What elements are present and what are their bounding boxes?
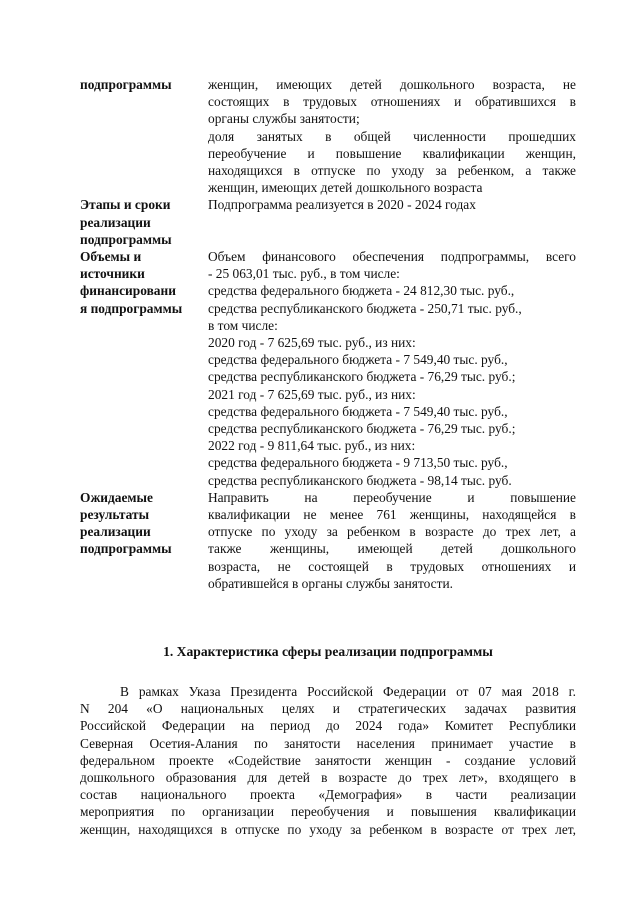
content-line: обратившейся в органы службы занятости.: [208, 575, 453, 591]
subprogram-passport-table: [80, 76, 576, 592]
content-line: средства федерального бюджета - 7 549,40 тыс. руб.,: [208, 403, 508, 419]
content-line: женщин, имеющих детей дошкольного возраста: [208, 180, 483, 196]
content-line: средства федерального бюджета - 7 549,40 тыс. руб.,: [208, 352, 508, 368]
label-line: подпрограммы: [80, 541, 172, 557]
passport-content: [208, 248, 576, 489]
passport-label: [80, 76, 208, 196]
passport-row-indicators: [80, 76, 576, 196]
content-line: квалификации не менее 761 женщины, находящейся в: [208, 507, 576, 523]
passport-content: [208, 489, 576, 592]
content-line: возраста, не состоящей в трудовых отношениях и: [208, 558, 576, 574]
body-paragraph: [80, 683, 576, 838]
content-line: переобучение и повышение квалификации женщин,: [208, 145, 576, 161]
content-line: в том числе:: [208, 317, 278, 333]
paragraph-line: N 204 «О национальных целях и стратегических задачах развития: [80, 701, 576, 717]
label-line: источники: [80, 266, 145, 282]
passport-label: [80, 248, 208, 489]
content-line: средства федерального бюджета - 24 812,30 тыс. руб.,: [208, 283, 515, 299]
label-line: результаты: [80, 507, 150, 523]
content-line: женщин, имеющих детей дошкольного возраста, не: [208, 77, 576, 92]
paragraph-line: федеральном проекте «Содействие занятости женщин - создание условий: [80, 752, 576, 768]
content-line: также женщины, имеющей детей дошкольного: [208, 541, 576, 557]
content-line: средства республиканского бюджета - 76,29 тыс. руб.;: [208, 369, 516, 385]
paragraph-line: мероприятия по организации переобучения и повышения квалификации: [80, 804, 576, 820]
paragraph-line: Российской Федерации на период до 2024 года» Комитет Республики: [80, 718, 576, 734]
content-line: 2021 год - 7 625,69 тыс. руб., из них:: [208, 386, 416, 402]
passport-content: [208, 196, 576, 248]
content-line: средства республиканского бюджета - 250,71 тыс. руб.,: [208, 300, 522, 316]
content-line: средства федерального бюджета - 9 713,50 тыс. руб.,: [208, 455, 508, 471]
label-line: Ожидаемые: [80, 489, 153, 505]
label-line: реализации: [80, 524, 151, 540]
content-line: состоящих в трудовых отношениях и обратившихся в: [208, 94, 576, 110]
passport-row-financing: [80, 248, 576, 489]
content-line: - 25 063,01 тыс. руб., в том числе:: [208, 266, 400, 282]
passport-label: [80, 489, 208, 592]
passport-row-stages: [80, 196, 576, 248]
paragraph-line: женщин, находящихся в отпуске по уходу за ребенком в возрасте от трех лет,: [80, 821, 576, 837]
content-line: средства республиканского бюджета - 98,14 тыс. руб.: [208, 472, 512, 488]
label-line: Этапы и сроки: [80, 197, 171, 213]
content-line: 2020 год - 7 625,69 тыс. руб., из них:: [208, 335, 416, 351]
paragraph-line: В рамках Указа Президента Российской Федерации от 07 мая 2018 г.: [120, 684, 576, 699]
label-line: реализации: [80, 214, 151, 230]
paragraph-line: Северная Осетия-Алания по занятости населения принимает участие в: [80, 735, 576, 751]
content-line: отпуске по уходу за ребенком в возрасте до трех лет, а: [208, 524, 576, 540]
label-line: подпрограммы: [80, 231, 172, 247]
section-heading: 1. Характеристика сферы реализации подпрограммы: [163, 644, 493, 659]
label-line: подпрограммы: [80, 77, 172, 92]
label-line: я подпрограммы: [80, 300, 183, 316]
content-line: доля занятых в общей численности прошедших: [208, 128, 576, 144]
label-line: финансировани: [80, 283, 176, 299]
content-line: Объем финансового обеспечения подпрограммы, всего: [208, 249, 576, 265]
passport-row-results: [80, 489, 576, 592]
passport-label: [80, 196, 208, 248]
paragraph-line: состав национального проекта «Демография» в части реализации: [80, 787, 576, 803]
content-line: Направить на переобучение и повышение: [208, 489, 576, 505]
content-line: Подпрограмма реализуется в 2020 - 2024 годах: [208, 197, 476, 213]
content-line: находящихся в отпуске по уходу за ребенком, а также: [208, 163, 576, 179]
passport-content: [208, 76, 576, 196]
paragraph-line: дошкольного образования для детей в возрасте до трех лет», входящего в: [80, 770, 576, 786]
content-line: 2022 год - 9 811,64 тыс. руб., из них:: [208, 438, 416, 454]
content-line: средства республиканского бюджета - 76,29 тыс. руб.;: [208, 421, 516, 437]
label-line: Объемы и: [80, 249, 142, 265]
content-line: органы службы занятости;: [208, 111, 360, 127]
